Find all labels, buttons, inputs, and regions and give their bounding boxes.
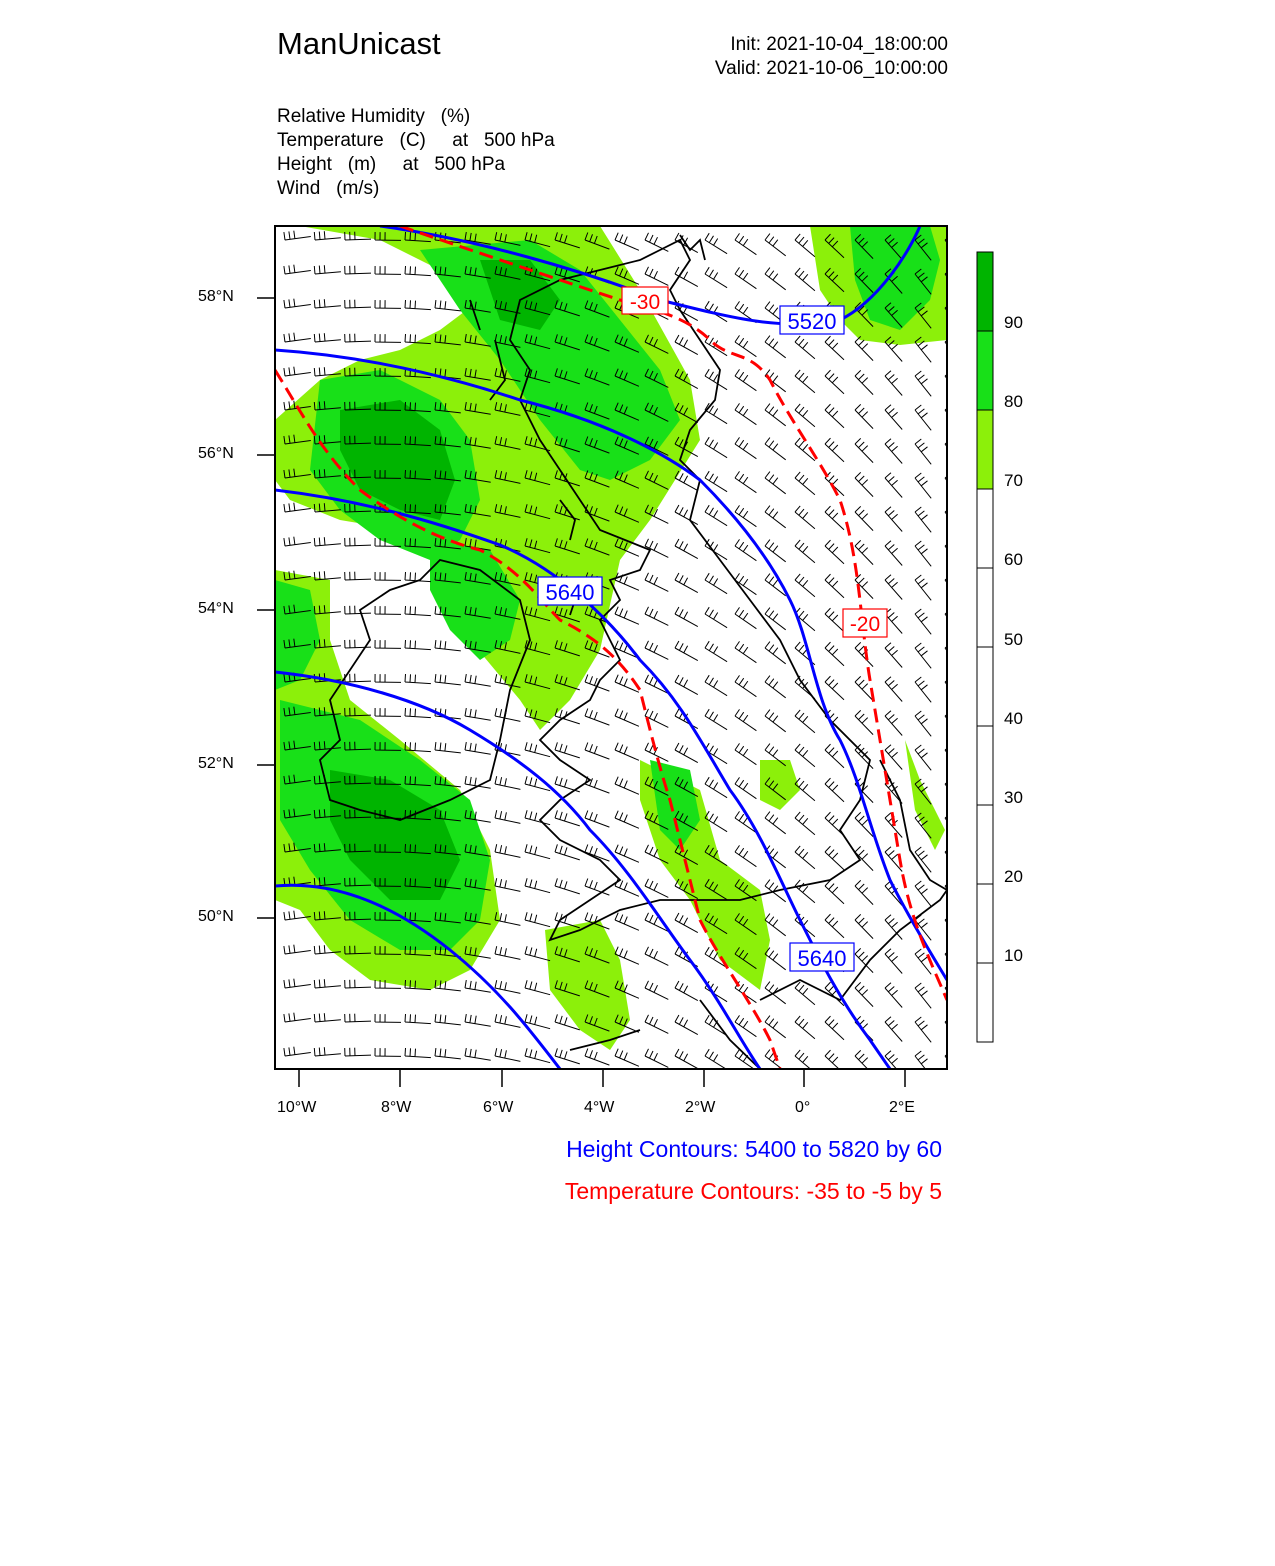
height-contours-note: Height Contours: 5400 to 5820 by 60 [566,1136,942,1162]
height-label-5520: 5520 [787,309,837,334]
temp-label-minus30: -30 [629,291,661,314]
lat-label-58n: 58°N [198,288,234,305]
colorbar-label-50: 50 [1004,630,1023,649]
lat-label-50n: 50°N [198,908,234,925]
colorbar-box [977,252,993,331]
lon-label-6w: 6°W [483,1099,514,1116]
colorbar-label-20: 20 [1004,867,1023,886]
colorbar-label-90: 90 [1004,313,1023,332]
colorbar-label-10: 10 [1004,946,1023,965]
lat-label-52n: 52°N [198,755,234,772]
colorbar-box [977,726,993,805]
lon-label-10w: 10°W [277,1099,317,1116]
chart-title: ManUnicast [277,26,441,61]
colorbar-label-70: 70 [1004,471,1023,490]
temperature-contours-note: Temperature Contours: -35 to -5 by 5 [564,1178,942,1204]
lat-label-56n: 56°N [198,445,234,462]
lon-label-2w: 2°W [685,1099,716,1116]
colorbar-box [977,568,993,647]
colorbar-label-30: 30 [1004,788,1023,807]
map-area [275,226,960,1077]
height-label-5640-north: 5640 [545,580,595,605]
colorbar-box [977,963,993,1042]
lat-label-54n: 54°N [198,600,234,617]
colorbar-box [977,489,993,568]
temp-label-minus20: -20 [849,613,881,636]
colorbar-label-40: 40 [1004,709,1023,728]
field-height-label: Height (m) at 500 hPa [277,154,506,175]
lat-ticks [257,298,275,918]
valid-time: Valid: 2021-10-06_10:00:00 [714,58,948,79]
colorbar [977,252,993,1042]
init-time: Init: 2021-10-04_18:00:00 [730,34,948,55]
lon-label-0: 0° [795,1099,811,1116]
lon-label-4w: 4°W [584,1099,615,1116]
colorbar-box [977,884,993,963]
field-temp-label: Temperature (C) at 500 hPa [277,130,555,151]
colorbar-box [977,805,993,884]
height-label-5640-south: 5640 [797,946,847,971]
colorbar-box [977,410,993,489]
field-rh-label: Relative Humidity (%) [277,106,471,127]
lon-ticks [299,1069,905,1087]
colorbar-box [977,647,993,726]
field-wind-label: Wind (m/s) [277,178,380,199]
lon-label-2e: 2°E [889,1099,915,1116]
colorbar-label-60: 60 [1004,550,1023,569]
lon-label-8w: 8°W [381,1099,412,1116]
colorbar-label-80: 80 [1004,392,1023,411]
colorbar-box [977,331,993,410]
